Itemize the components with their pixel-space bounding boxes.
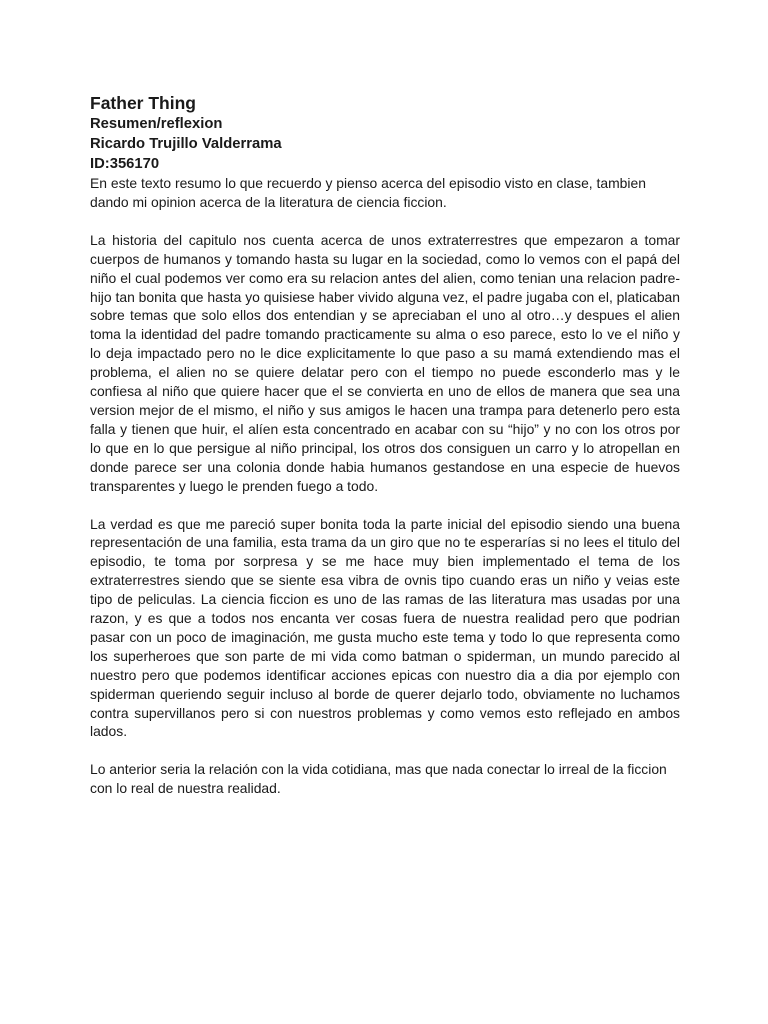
summary-paragraph: La historia del capitulo nos cuenta acerca de unos extraterrestres que empezaron a tomar cuerpos de humanos y tomando hasta su lugar en la sociedad, como lo vemos con el papá del niño el cual podemos ver como era su relacion antes del alien, como tenian una relacion padre-hijo tan bonita que hasta yo quisiese haber vivido alguna vez, el padre jugaba con el, platicaban sobre temas que solo ellos dos entendian y se apreciaban el uno al otro…y despues el alien toma la identidad del padre tomando practicamente su alma o eso parece, esto lo ve el niño y lo deja impactado pero no le dice explicitamente lo que paso a su mamá extendiendo mas el problema, el alien no se quiere delatar pero con el tiempo no puede esconderlo mas y le confiesa al niño que quiere hacer que el se convierta en uno de ellos de manera que sea una version mejor de el mismo, el niño y sus amigos le hacen una trampa para detenerlo pero esta falla y tienen que huir, el alíen esta concentrado en acabar con su “hijo” y no con los otros por lo que en lo que persigue al niño principal, los otros dos consiguen un carro y lo atropellan en donde parece ser una colonia donde habia humanos gestandose en una especie de huevos transparentes y luego le prenden fuego a todo. [90, 231, 680, 494]
student-id: ID:356170 [90, 156, 160, 172]
document-page [90, 92, 680, 817]
author-name: Ricardo Trujillo Valderrama [90, 136, 282, 152]
reflection-paragraph: La verdad es que me pareció super bonita toda la parte inicial del episodio siendo una buena representación de una familia, esta trama da un giro que no te esperarías si no lees el titulo del episodio, te toma por sorpresa y se me hace muy bien implementado el tema de los extraterrestres siendo que se siente esa vibra de ovnis tipo cuando eras un niño y veias este tipo de peliculas. La ciencia ficcion es uno de las ramas de las literatura mas usadas por una razon, y es que a todos nos encanta ver cosas fuera de nuestra realidad pero que podrian pasar con un poco de imaginación, me gusta mucho este tema y todo lo que representa como los superheroes que son parte de mi vida como batman o spiderman, un mundo parecido al nuestro pero que podemos identificar acciones epicas con nuestro dia a dia por ejemplo con spiderman queriendo seguir incluso al borde de querer dejarlo todo, obviamente no luchamos contra supervillanos pero si con nuestros problemas y como vemos esto reflejado en ambos lados. [90, 515, 680, 740]
conclusion-paragraph: Lo anterior seria la relación con la vida cotidiana, mas que nada conectar lo irreal de la ficcion con lo real de nuestra realidad. [90, 761, 667, 797]
intro-paragraph: En este texto resumo lo que recuerdo y pienso acerca del episodio visto en clase, tambien dando mi opinion acerca de la literatura de ciencia ficcion. [90, 175, 646, 210]
document-title: Father Thing [90, 93, 196, 113]
document-subtitle: Resumen/reflexion [90, 116, 223, 132]
